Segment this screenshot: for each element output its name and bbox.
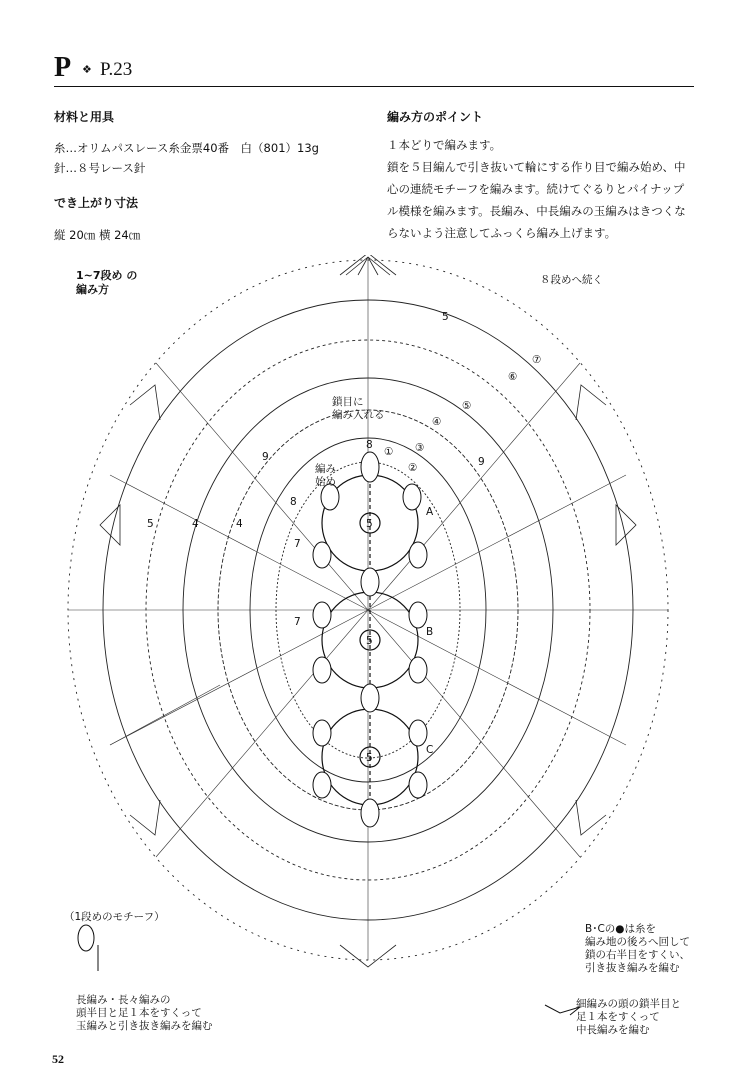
motif1-note: 長編み・長々編みの — [76, 994, 171, 1006]
bc-note: 引き抜き編みを編む — [585, 962, 680, 974]
row-label: 5 — [147, 518, 154, 530]
points-line: 鎖を５目編んで引き抜いて輪にする作り目で編み始め、中 — [387, 160, 686, 174]
scissor-note-mark — [545, 1005, 580, 1015]
row-label: 4 — [236, 518, 243, 530]
motif1-note: 頭半目と足１本をすくって — [76, 1007, 202, 1019]
points-line: ル模様を編みます。長編み、中長編みの玉編みはきつくな — [387, 204, 686, 218]
circled-number: ③ — [415, 442, 425, 454]
circled-number: ④ — [432, 416, 442, 428]
circled-number: ⑤ — [462, 400, 472, 412]
row-label: 8 — [366, 439, 373, 451]
row-label: 7 — [294, 616, 301, 628]
motif-b-label: B — [426, 626, 434, 638]
sc-note: 細編みの頭の鎖半目と — [576, 998, 681, 1010]
page-number: 52 — [52, 1052, 64, 1066]
insert-chain-label-1: 鎖目に — [332, 396, 364, 408]
circled-number: ② — [408, 462, 418, 474]
materials-heading: 材料と用具 — [54, 110, 115, 124]
page-reference: P.23 — [100, 59, 133, 80]
finished-size-text: 縦 20㎝ 横 24㎝ — [54, 228, 141, 242]
finished-size-heading: でき上がり寸法 — [54, 196, 139, 210]
circled-number: ⑦ — [532, 354, 542, 366]
circled-number: ① — [384, 446, 394, 458]
center-ring-label: 5 — [366, 752, 373, 764]
motif-1-sample — [78, 925, 98, 971]
header-rule — [54, 86, 694, 87]
materials-yarn: 糸…オリムパスレース糸金票40番 白（801）13g — [54, 141, 319, 155]
row-label: 9 — [262, 451, 269, 463]
circled-number: ⑥ — [508, 371, 518, 383]
sc-note: 中長編みを編む — [576, 1024, 650, 1036]
points-line: １本どりで編みます。 — [387, 138, 502, 152]
diamond-icon: ❖ — [82, 63, 92, 76]
row-label: 4 — [192, 518, 199, 530]
row-label: 8 — [290, 496, 297, 508]
points-line: 心の連続モチーフを編みます。続けてぐるりとパイナップ — [387, 182, 685, 196]
motif-a-label: A — [426, 506, 434, 518]
row-label: 9 — [478, 456, 485, 468]
points-paragraph — [387, 134, 697, 244]
bc-note: 編み地の後ろへ回して — [585, 936, 690, 948]
motif1-note: 玉編みと引き抜き編みを編む — [76, 1020, 213, 1032]
sc-note: 足１本をすくって — [576, 1011, 660, 1023]
points-line: らないよう注意してふっくら編み上げます。 — [387, 226, 617, 240]
start-label-2: 始め — [315, 476, 336, 488]
diagram-title-2: 編み方 — [76, 283, 109, 296]
materials-needle: 針…８号レース針 — [54, 161, 146, 175]
row-label: 5 — [442, 311, 449, 323]
center-ring-label: 5 — [366, 635, 373, 647]
motif1-title: （1段めのモチーフ） — [64, 911, 165, 923]
points-heading: 編み方のポイント — [387, 110, 484, 124]
insert-chain-label-2: 編み入れる — [332, 409, 385, 421]
start-label-1: 編み — [315, 463, 336, 475]
bc-note: B･Cの●は糸を — [585, 923, 656, 935]
bc-note: 鎖の右半目をすくい、 — [585, 949, 690, 961]
crochet-diagram — [40, 255, 690, 1045]
motif-c-label: C — [426, 744, 434, 756]
center-ring-label: 5 — [366, 518, 373, 530]
diagram-title-1: 1~7段め の — [76, 269, 138, 282]
header-letter: P — [54, 52, 72, 83]
row-label: 7 — [294, 538, 301, 550]
next-round-label: ８段めへ続く — [540, 274, 603, 286]
